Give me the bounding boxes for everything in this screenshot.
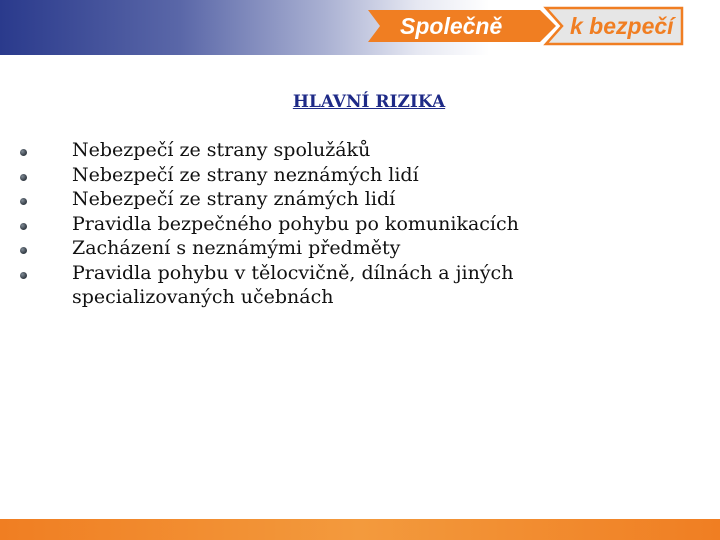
bullet-icon	[20, 198, 27, 205]
bullet-icon	[20, 149, 27, 156]
list-item	[20, 236, 680, 261]
list-item-text: Nebezpečí ze strany neznámých lidí	[72, 163, 419, 186]
logo-text-1: Společně	[400, 13, 503, 39]
page-title: HLAVNÍ RIZIKA	[292, 92, 446, 112]
list-item-text: Nebezpečí ze strany spolužáků	[72, 139, 371, 161]
list-item-text: Zacházení s neznámými předměty	[72, 237, 401, 259]
list-item	[20, 138, 680, 163]
list-item-text: Pravidla pohybu v tělocvičně, dílnách a jiných specializovaných učebnách	[72, 261, 514, 308]
bullet-icon	[20, 272, 27, 279]
footer-bar	[0, 519, 720, 540]
list-item	[20, 212, 680, 237]
risk-list	[20, 138, 680, 310]
list-item-text: Pravidla bezpečného pohybu po komunikacích	[72, 212, 519, 235]
bullet-icon	[20, 174, 27, 181]
bullet-icon	[20, 223, 27, 230]
logo-text-2: k bezpečí	[570, 13, 674, 39]
logo	[360, 5, 690, 47]
list-item	[20, 261, 680, 310]
list-item	[20, 187, 680, 212]
bullet-icon	[20, 247, 27, 254]
list-item-text: Nebezpečí ze strany známých lidí	[72, 188, 396, 210]
list-item	[20, 163, 680, 188]
